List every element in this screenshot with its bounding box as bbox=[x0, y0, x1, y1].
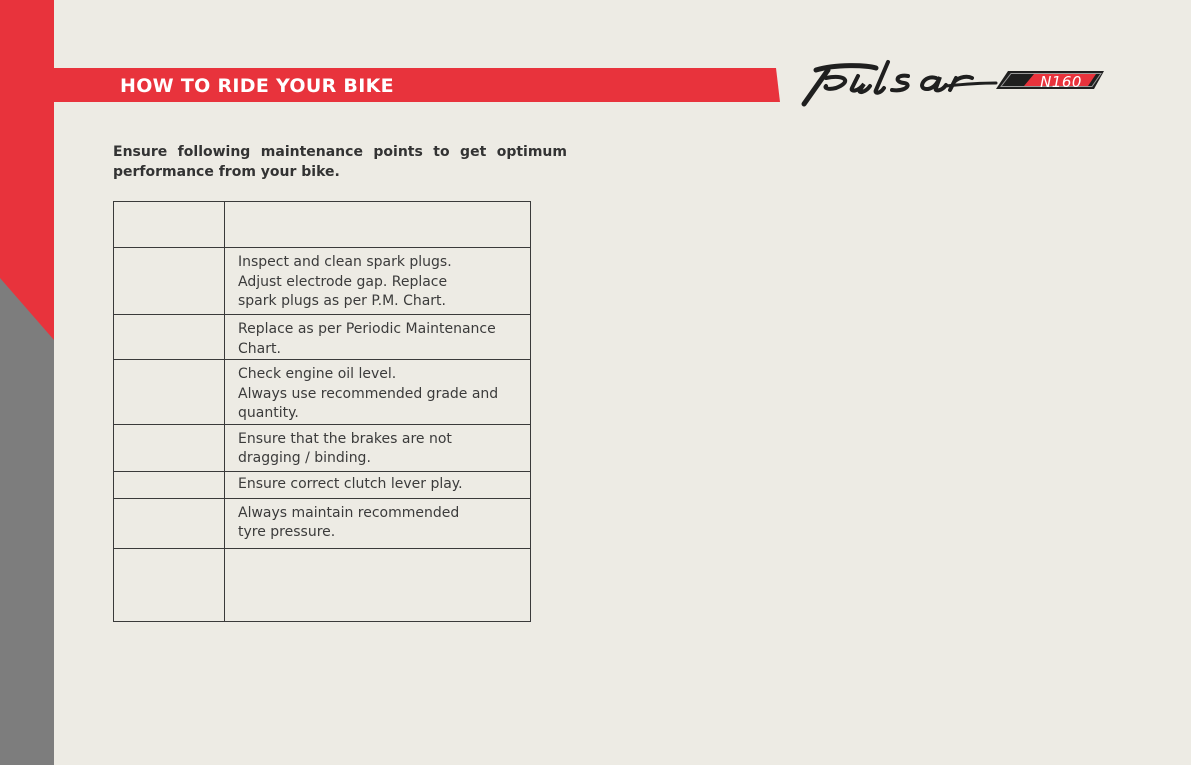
table-cell-item bbox=[114, 248, 225, 315]
side-stripe bbox=[0, 0, 54, 765]
table-row bbox=[114, 248, 531, 315]
description-line: Always maintain recommended bbox=[238, 504, 460, 521]
description-line: Chart. bbox=[238, 340, 281, 357]
table-row bbox=[114, 315, 531, 360]
table-cell-description bbox=[225, 315, 531, 360]
description-line: Adjust electrode gap. Replace bbox=[238, 273, 448, 290]
table-cell-item bbox=[114, 202, 225, 248]
table-cell-description bbox=[225, 248, 531, 315]
logo-badge-text: N160 bbox=[1040, 73, 1082, 91]
description-line: Always use recommended grade and bbox=[238, 385, 499, 402]
table-cell-item bbox=[114, 498, 225, 548]
table-cell-item bbox=[114, 471, 225, 498]
table-cell-description bbox=[225, 360, 531, 425]
table-cell-item bbox=[114, 548, 225, 621]
table-cell-description bbox=[225, 548, 531, 621]
description-line: tyre pressure. bbox=[238, 524, 336, 540]
table-row bbox=[114, 498, 531, 548]
table-cell-description bbox=[225, 424, 531, 471]
table-row bbox=[114, 471, 531, 498]
table-cell-item bbox=[114, 315, 225, 360]
table-row bbox=[114, 360, 531, 425]
description-line: Check engine oil level. bbox=[238, 366, 397, 382]
maintenance-table bbox=[113, 201, 531, 622]
table-row bbox=[114, 548, 531, 621]
table-cell-description bbox=[225, 202, 531, 248]
description-line: Inspect and clean spark plugs. bbox=[238, 254, 452, 270]
description-line: Ensure that the brakes are not bbox=[238, 430, 452, 447]
table-cell-item bbox=[114, 424, 225, 471]
table-cell-description bbox=[225, 471, 531, 498]
table-row bbox=[114, 202, 531, 248]
description-line: quantity. bbox=[238, 405, 299, 421]
table-cell-description bbox=[225, 498, 531, 548]
description-line: dragging / binding. bbox=[238, 450, 371, 466]
intro-text: Ensure following maintenance points to get optimum performance from your bike. bbox=[113, 144, 567, 180]
description-line: Replace as per Periodic Maintenance bbox=[238, 321, 496, 337]
page-title: HOW TO RIDE YOUR BIKE bbox=[120, 75, 394, 97]
description-line: spark plugs as per P.M. Chart. bbox=[238, 293, 446, 309]
description-line: Ensure correct clutch lever play. bbox=[238, 475, 463, 492]
table-cell-item bbox=[114, 360, 225, 425]
table-row bbox=[114, 424, 531, 471]
